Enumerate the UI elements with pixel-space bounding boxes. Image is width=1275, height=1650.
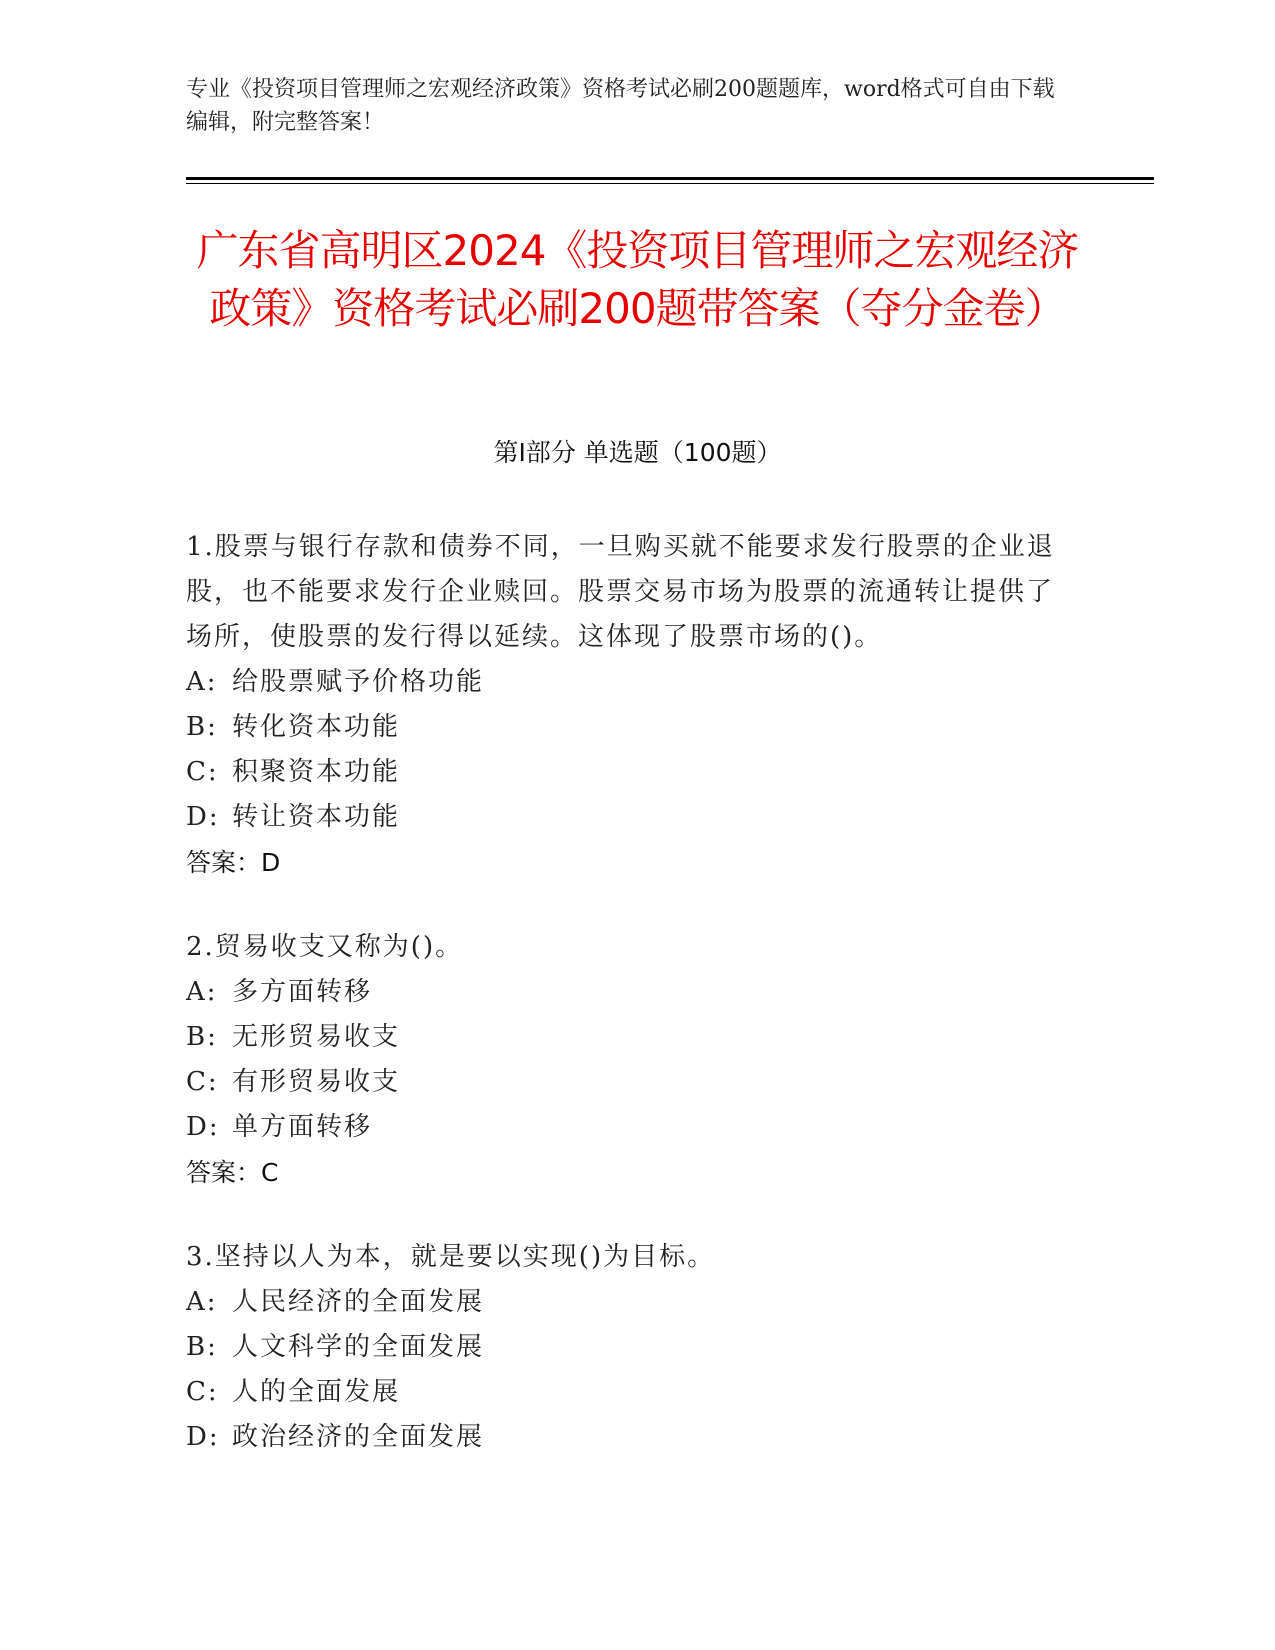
question-3 [186,1235,1066,1460]
option-text: 转化资本功能 [232,712,401,742]
option-a [186,660,1066,705]
option-text: 无形贸易收支 [232,1022,401,1052]
option-c [186,1370,1066,1415]
question-stem: 3.坚持以人为本，就是要以实现()为目标。 [186,1242,716,1272]
section-heading: 第I部分 单选题（100题） [493,438,782,467]
option-b [186,1015,1066,1060]
option-letter: A: [186,1287,218,1317]
option-letter: C: [186,1377,219,1407]
option-text: 单方面转移 [232,1112,373,1142]
question-2 [186,925,1066,1195]
answer-line: 答案：C [186,1158,279,1187]
option-text: 政治经济的全面发展 [232,1422,485,1452]
option-d [186,795,1066,840]
option-b [186,705,1066,750]
option-letter: A: [186,977,218,1007]
document-title: 广东省高明区2024《投资项目管理师之宏观经济政策》资格考试必刷200题带答案（夺分金卷） [196,226,1079,333]
header-divider-thin [186,183,1154,184]
header-note: 专业《投资项目管理师之宏观经济政策》资格考试必刷200题题库，word格式可自由下载编辑，附完整答案！ [186,77,1055,135]
option-letter: A: [186,667,218,697]
option-text: 给股票赋予价格功能 [232,667,485,697]
question-stem: 2.贸易收支又称为()。 [186,932,464,962]
option-a [186,970,1066,1015]
option-d [186,1415,1066,1460]
question-1 [186,525,1066,885]
header-divider-thick [186,177,1154,180]
answer-line: 答案：D [186,848,281,877]
option-a [186,1280,1066,1325]
option-text: 人的全面发展 [232,1377,401,1407]
option-c [186,1060,1066,1105]
option-letter: D: [186,1422,220,1452]
option-text: 转让资本功能 [232,802,401,832]
option-letter: C: [186,757,219,787]
question-list [186,525,1066,1500]
option-text: 积聚资本功能 [232,757,401,787]
option-letter: B: [186,712,218,742]
option-b [186,1325,1066,1370]
option-letter: D: [186,802,220,832]
option-letter: B: [186,1332,218,1362]
option-d [186,1105,1066,1150]
option-text: 多方面转移 [232,977,373,1007]
option-text: 人文科学的全面发展 [232,1332,485,1362]
option-letter: D: [186,1112,220,1142]
option-text: 人民经济的全面发展 [232,1287,485,1317]
option-text: 有形贸易收支 [232,1067,401,1097]
option-letter: C: [186,1067,219,1097]
question-stem: 1.股票与银行存款和债券不同，一旦购买就不能要求发行股票的企业退股，也不能要求发行企业赎回。股票交易市场为股票的流通转让提供了场所，使股票的发行得以延续。这体现了股票市场的()。 [186,532,1055,652]
option-letter: B: [186,1022,218,1052]
option-c [186,750,1066,795]
